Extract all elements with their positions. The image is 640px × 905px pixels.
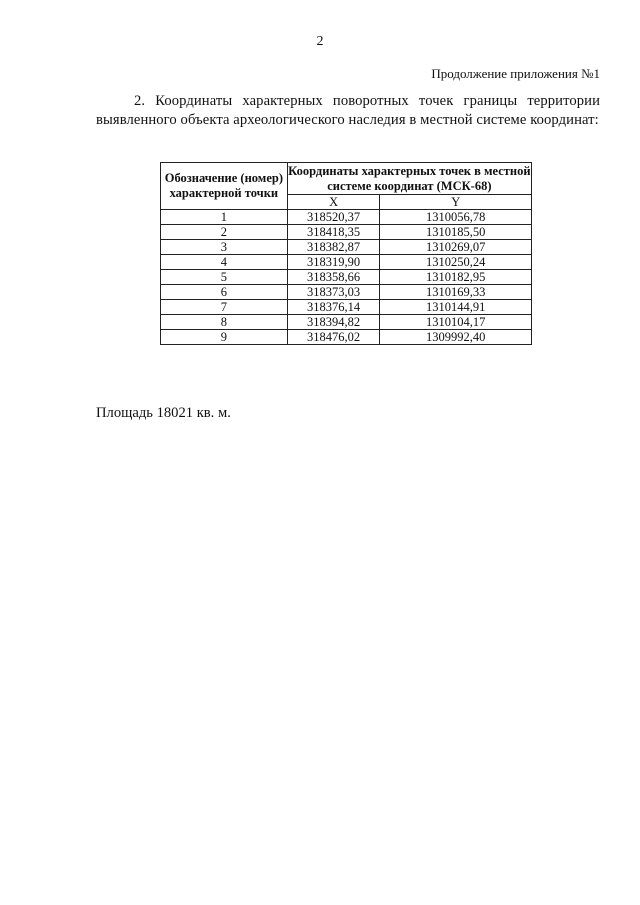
x-cell: 318373,03 (287, 285, 380, 300)
area-text: Площадь 18021 кв. м. (96, 405, 231, 421)
x-cell: 318418,35 (287, 225, 380, 240)
section-heading: 2. Координаты характерных поворотных точек границы территории выявленного объекта археологического наследия в местной системе координат: (96, 93, 600, 128)
table-row (161, 210, 532, 225)
table-row (161, 240, 532, 255)
header-coordinates: Координаты характерных точек в местной системе координат (МСК-68) (288, 163, 531, 193)
x-cell: 318376,14 (287, 300, 380, 315)
point-cell: 4 (161, 255, 288, 270)
y-cell: 1310185,50 (380, 225, 532, 240)
point-cell: 7 (161, 300, 288, 315)
header-point: Обозначение (номер) характерной точки (161, 163, 288, 210)
header-x: X (287, 195, 380, 210)
y-cell: 1309992,40 (380, 330, 532, 345)
table-row (161, 255, 532, 270)
table-header-row (161, 163, 532, 195)
y-cell: 1310269,07 (380, 240, 532, 255)
table-row (161, 270, 532, 285)
point-cell: 2 (161, 225, 288, 240)
point-cell: 8 (161, 315, 288, 330)
table-row (161, 285, 532, 300)
y-cell: 1310250,24 (380, 255, 532, 270)
x-cell: 318394,82 (287, 315, 380, 330)
table-row (161, 300, 532, 315)
x-cell: 318520,37 (287, 210, 380, 225)
point-cell: 9 (161, 330, 288, 345)
point-cell: 6 (161, 285, 288, 300)
point-cell: 5 (161, 270, 288, 285)
y-cell: 1310182,95 (380, 270, 532, 285)
y-cell: 1310144,91 (380, 300, 532, 315)
x-cell: 318358,66 (287, 270, 380, 285)
y-cell: 1310056,78 (380, 210, 532, 225)
table-row (161, 330, 532, 345)
point-cell: 1 (161, 210, 288, 225)
coordinates-table (160, 162, 532, 345)
table-row (161, 225, 532, 240)
table-row (161, 315, 532, 330)
table-body (161, 210, 532, 345)
x-cell: 318382,87 (287, 240, 380, 255)
x-cell: 318319,90 (287, 255, 380, 270)
y-cell: 1310104,17 (380, 315, 532, 330)
page-number: 2 (316, 34, 324, 49)
y-cell: 1310169,33 (380, 285, 532, 300)
point-cell: 3 (161, 240, 288, 255)
x-cell: 318476,02 (287, 330, 380, 345)
header-y: Y (380, 195, 532, 210)
appendix-note: Продолжение приложения №1 (431, 66, 600, 81)
